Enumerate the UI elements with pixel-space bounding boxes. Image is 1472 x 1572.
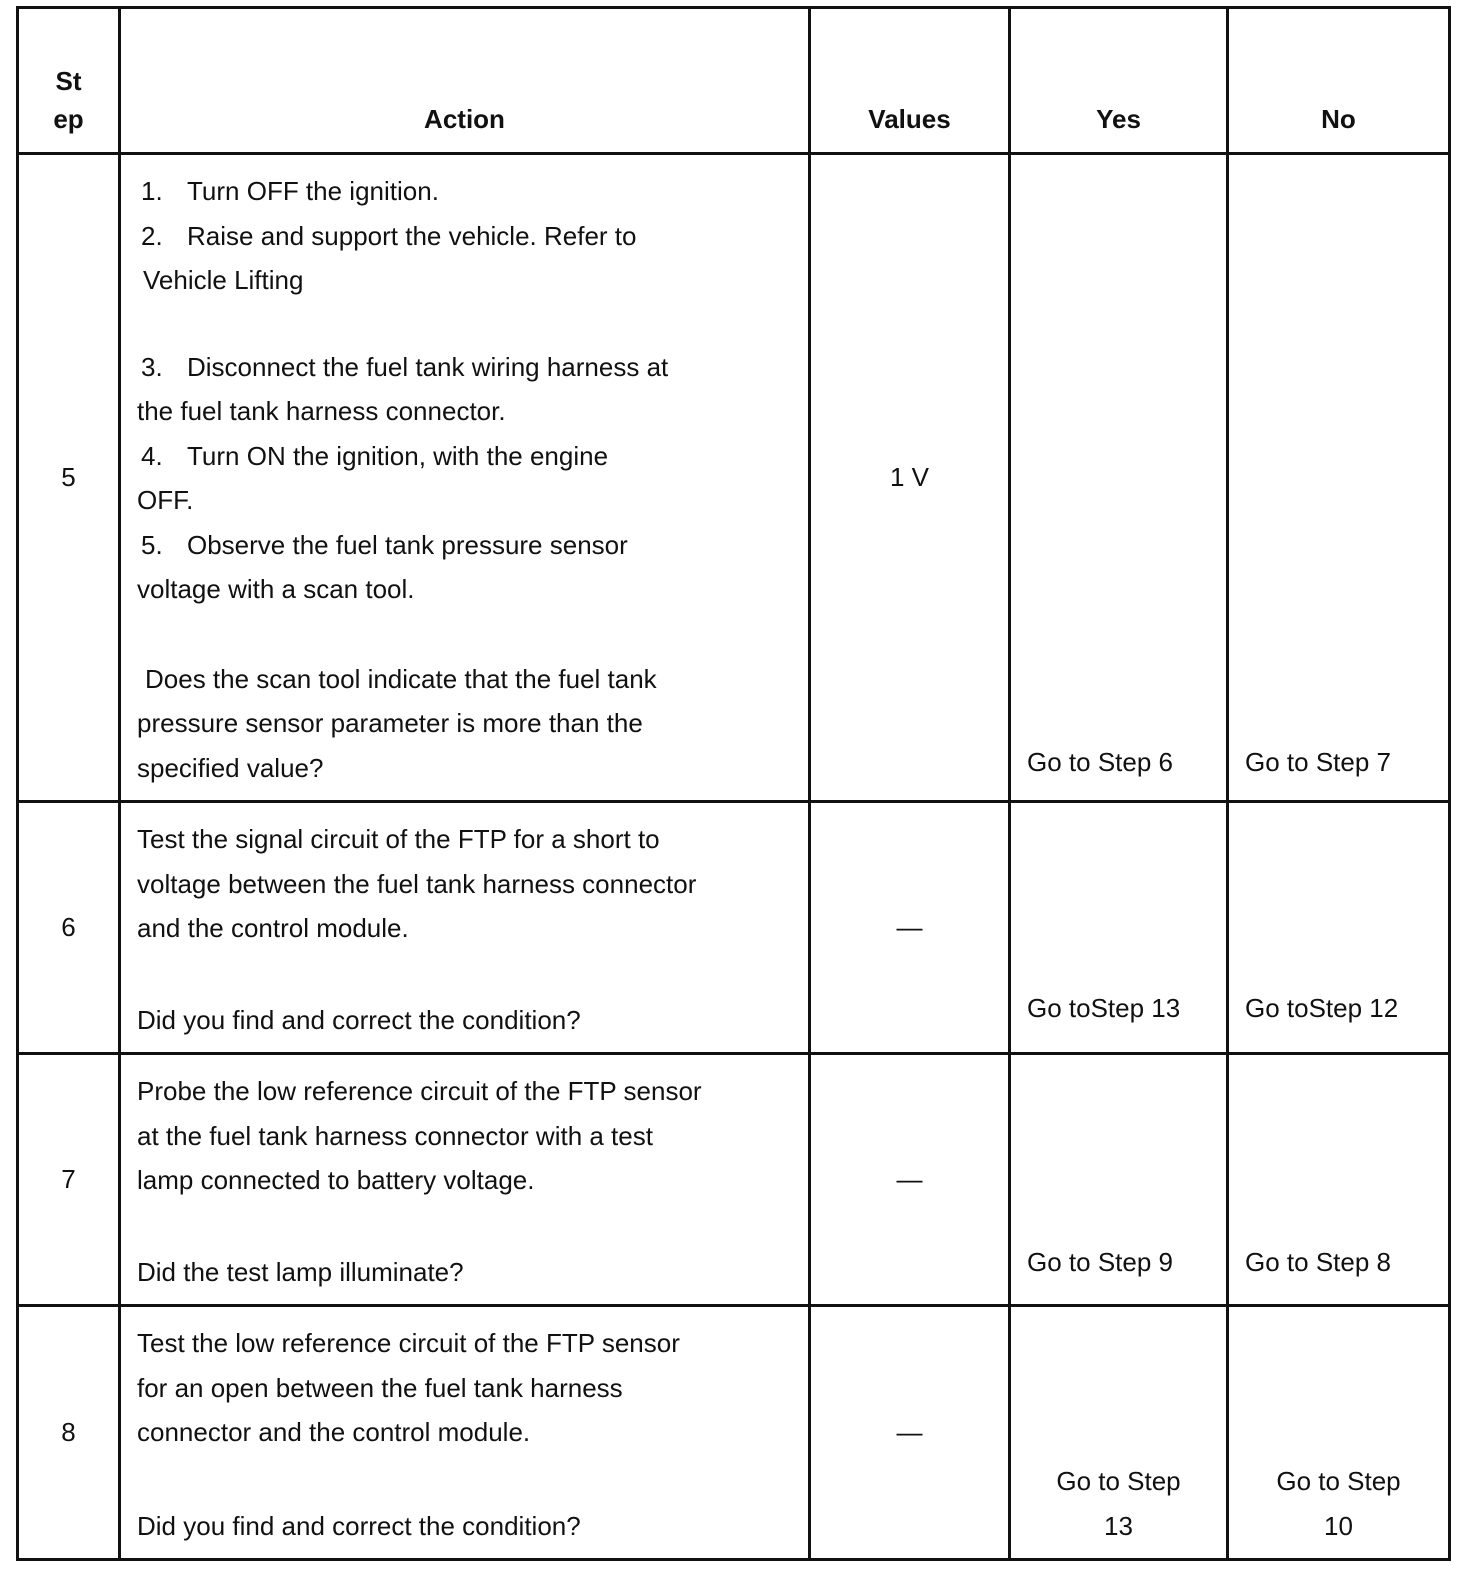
step-number: 7 [18,1054,120,1306]
no-line: Go to Step [1276,1466,1401,1496]
action-question: Does the scan tool indicate that the fuel tank pressure sensor parameter is more than the specified value? [137,663,657,783]
table-row-step-7 [18,1054,1450,1306]
value-cell: — [810,1054,1010,1306]
action-question: Did you find and correct the condition? [137,1004,581,1035]
action-line: for an open between the fuel tank harness [137,1372,623,1403]
header-yes: Yes [1010,8,1228,154]
value-cell: 1 V [810,154,1010,802]
header-step-line1: St [55,66,82,96]
yes-cell: Go toStep 13 [1010,802,1228,1054]
step-number: 5 [18,154,120,802]
action-question: Did you find and correct the condition? [137,1510,581,1541]
action-cell [120,154,810,802]
step-number: 8 [18,1306,120,1560]
yes-cell: Go to Step 6 [1010,154,1228,802]
table-row-step-6 [18,802,1450,1054]
action-item: 4. Turn ON the ignition, with the engine [141,440,609,471]
step-number: 6 [18,802,120,1054]
action-cell [120,1306,810,1560]
action-line: and the control module. [137,913,409,943]
header-no: No [1228,8,1450,154]
action-cell [120,802,810,1054]
header-step [18,8,120,154]
yes-cell: Go to Step 9 [1010,1054,1228,1306]
yes-line: 13 [1104,1510,1133,1541]
no-cell [1228,1306,1450,1560]
header-action: Action [120,8,810,154]
action-line: Test the signal circuit of the FTP for a short to [137,824,660,854]
action-item: 1. Turn OFF the ignition. [141,176,439,206]
action-line: Test the low reference circuit of the FTP sensor [137,1328,680,1358]
action-line: at the fuel tank harness connector with a test [137,1120,653,1151]
no-cell: Go toStep 12 [1228,802,1450,1054]
no-cell: Go to Step 8 [1228,1054,1450,1306]
diagnostic-table [16,6,1451,1561]
action-question: Did the test lamp illuminate? [137,1256,464,1287]
yes-cell [1010,1306,1228,1560]
action-cell [120,1054,810,1306]
header-row [18,8,1450,154]
action-item: 5. Observe the fuel tank pressure sensor [141,529,628,560]
action-item: voltage with a scan tool. [137,574,415,604]
action-item: 3. Disconnect the fuel tank wiring harness at [141,351,669,382]
no-line: 10 [1324,1510,1353,1541]
table-row-step-5 [18,154,1450,802]
yes-line: Go to Step [1056,1466,1181,1496]
action-line: voltage between the fuel tank harness connector [137,868,697,899]
action-line: lamp connected to battery voltage. [137,1165,535,1195]
header-values: Values [810,8,1010,154]
value-cell: — [810,1306,1010,1560]
action-item: OFF. [137,485,194,515]
action-line: Probe the low reference circuit of the FTP sensor [137,1076,702,1106]
header-step-line2: ep [53,104,84,134]
action-item: Vehicle Lifting [143,265,304,295]
table-row-step-8 [18,1306,1450,1560]
no-cell: Go to Step 7 [1228,154,1450,802]
action-item: 2. Raise and support the vehicle. Refer to [141,220,637,251]
value-cell: — [810,802,1010,1054]
action-line: connector and the control module. [137,1417,531,1447]
action-item: the fuel tank harness connector. [137,396,506,426]
